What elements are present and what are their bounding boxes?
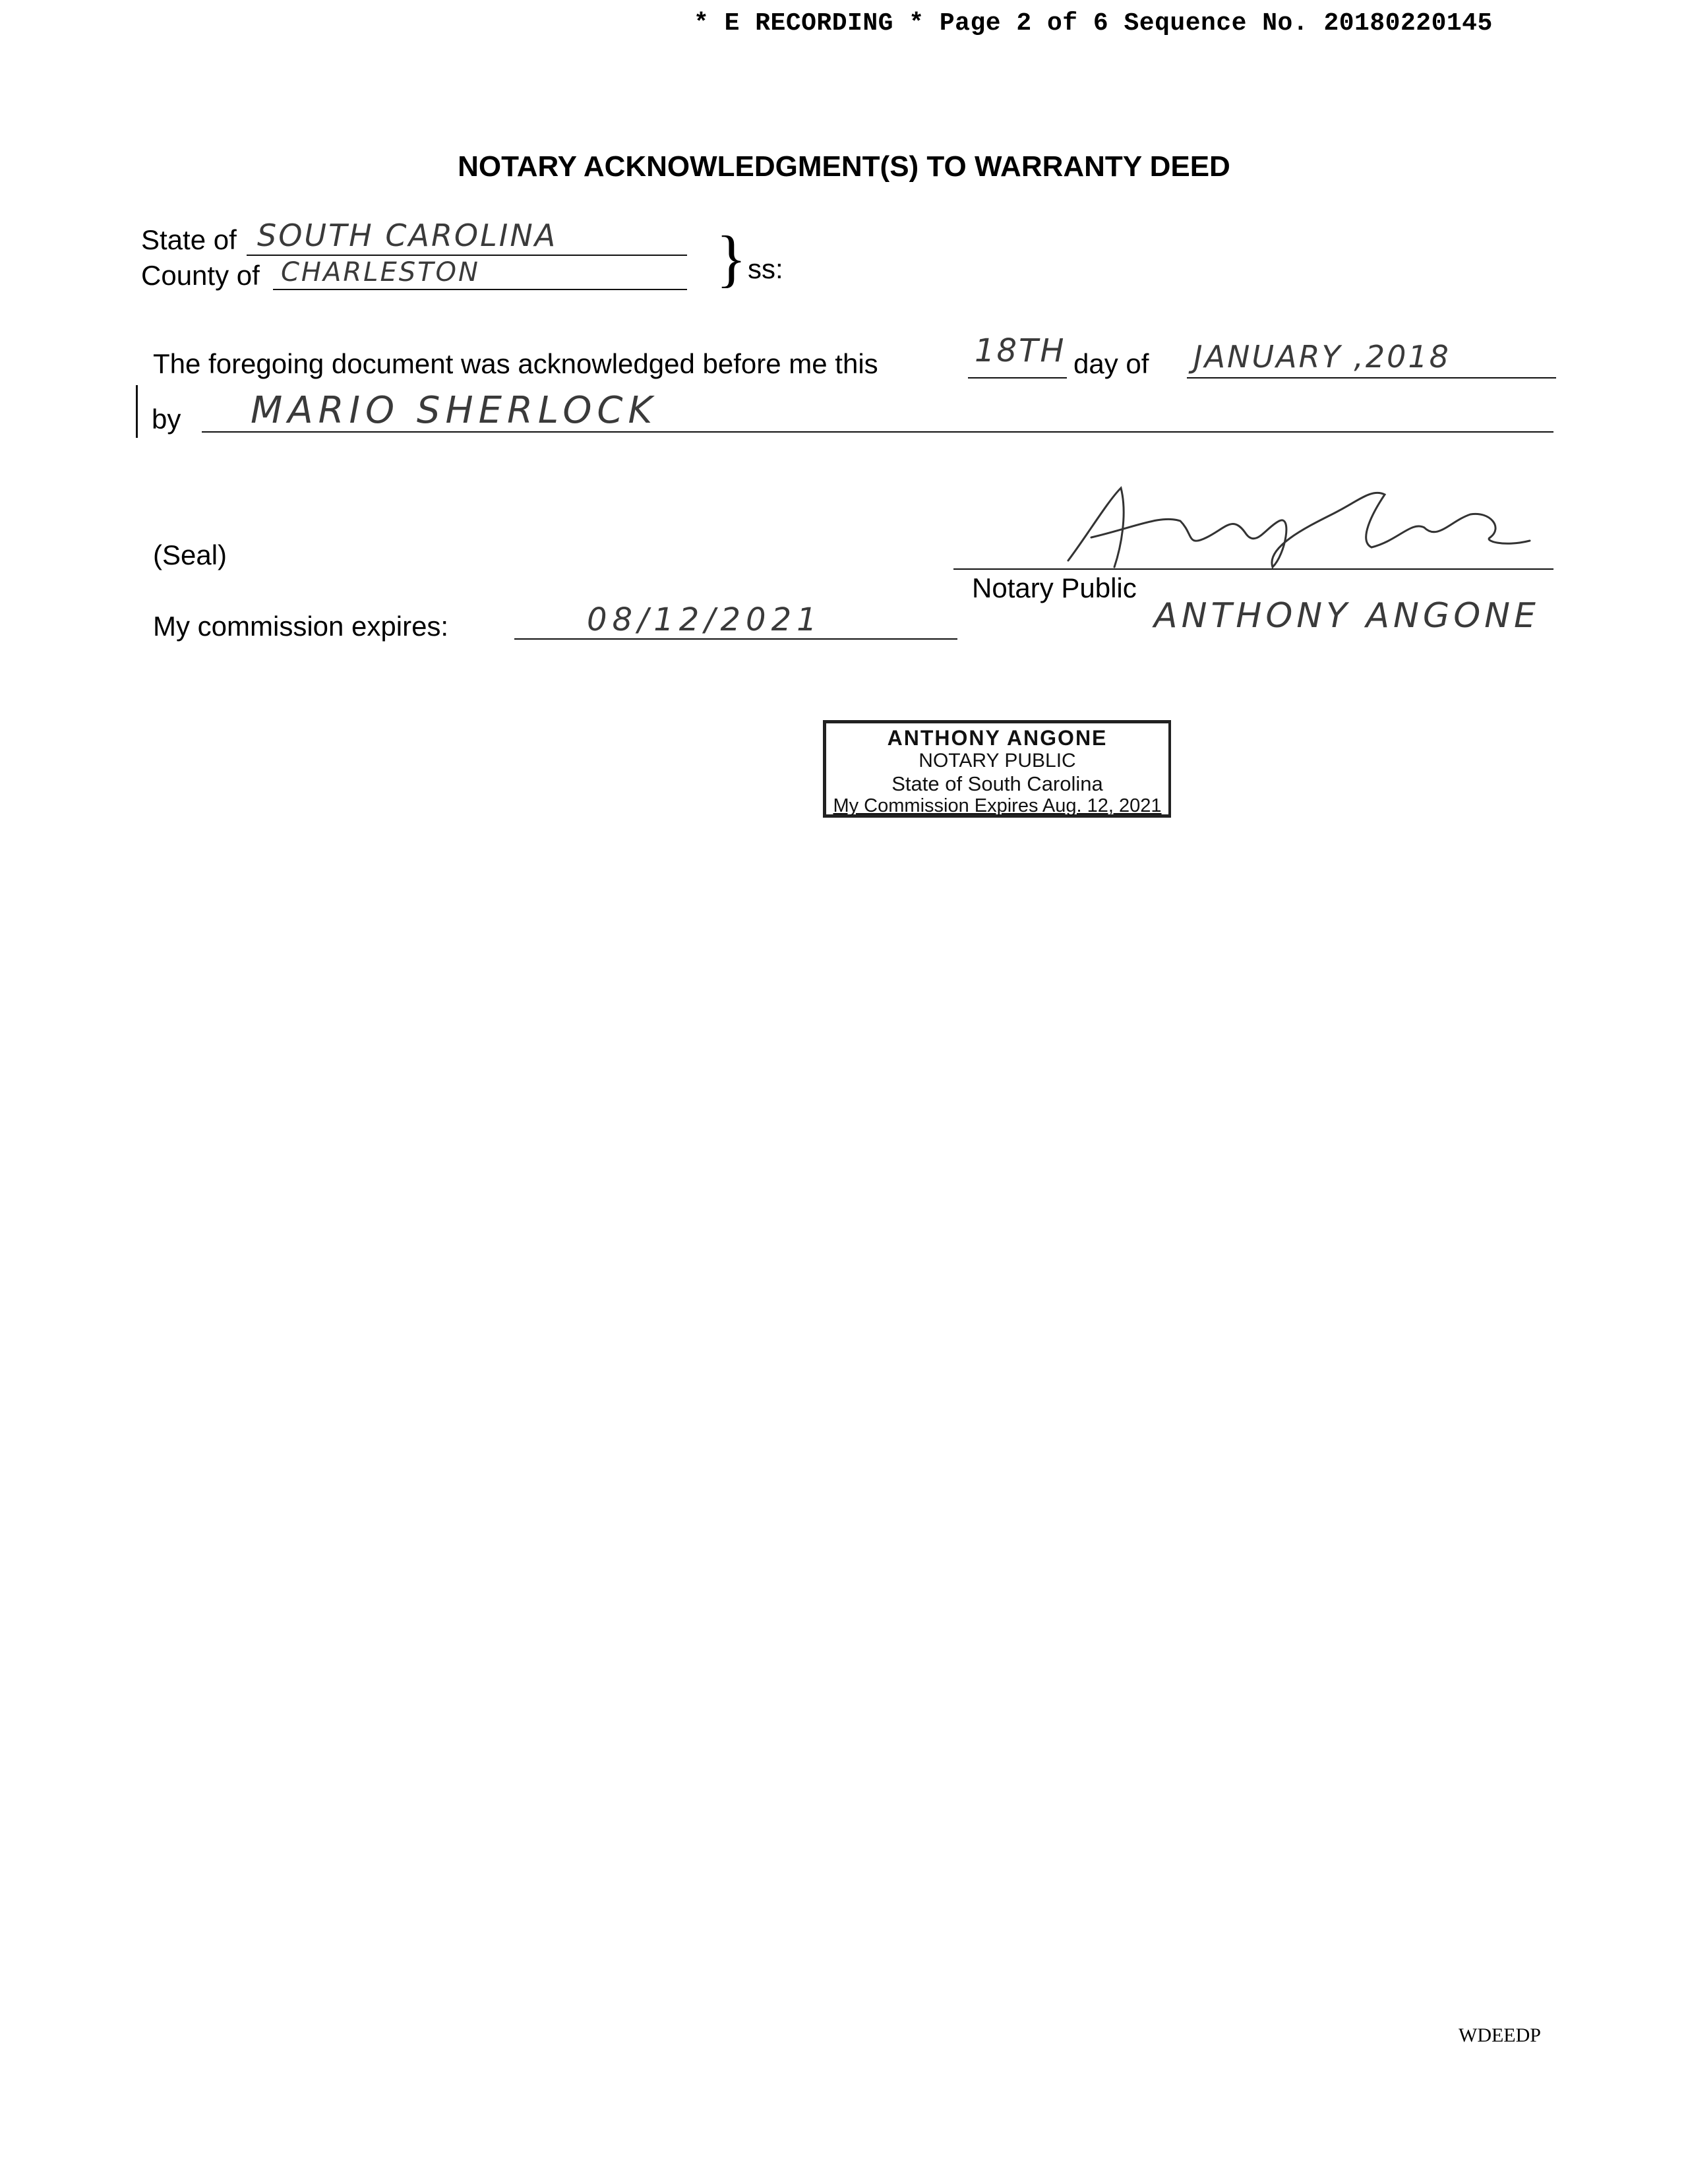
state-value: SOUTH CAROLINA [257, 218, 558, 253]
notary-public-label: Notary Public [972, 572, 1137, 603]
notary-stamp [823, 720, 1171, 818]
day-value: 18TH [975, 332, 1066, 369]
month-year-value: JANUARY ,2018 [1193, 339, 1451, 375]
form-code: WDEEDP [1459, 2024, 1541, 2046]
commission-underline [514, 638, 957, 640]
county-value: CHARLESTON [281, 257, 480, 288]
ss-label: ss: [748, 253, 783, 284]
by-value: MARIO SHERLOCK [251, 389, 658, 432]
county-label: County of [141, 260, 260, 291]
day-underline [968, 377, 1067, 379]
notary-printed-name: ANTHONY ANGONE [1154, 596, 1540, 636]
commission-label: My commission expires: [153, 611, 449, 642]
acknowledgment-text: The foregoing document was acknowledged before me this [153, 348, 878, 379]
by-label: by [152, 404, 181, 435]
county-underline [273, 289, 687, 290]
by-underline [202, 431, 1553, 433]
state-label: State of [141, 224, 237, 255]
day-of-label: day of [1073, 348, 1149, 379]
recording-header: * E RECORDING * Page 2 of 6 Sequence No. 20180220145 [694, 9, 1493, 38]
stamp-state: State of South Carolina [891, 772, 1103, 795]
state-underline [247, 255, 687, 256]
margin-mark [136, 385, 138, 438]
notary-signature [1029, 475, 1556, 574]
stamp-expires: My Commission Expires Aug. 12, 2021 [833, 795, 1162, 816]
notary-signature-line [953, 568, 1553, 570]
seal-label: (Seal) [153, 539, 227, 570]
commission-value: 08/12/2021 [587, 601, 822, 638]
document-title: NOTARY ACKNOWLEDGMENT(S) TO WARRANTY DEED [458, 150, 1230, 183]
stamp-title: NOTARY PUBLIC [919, 750, 1076, 772]
brace: } [716, 223, 747, 293]
stamp-name: ANTHONY ANGONE [887, 726, 1108, 750]
month-underline [1187, 377, 1556, 379]
